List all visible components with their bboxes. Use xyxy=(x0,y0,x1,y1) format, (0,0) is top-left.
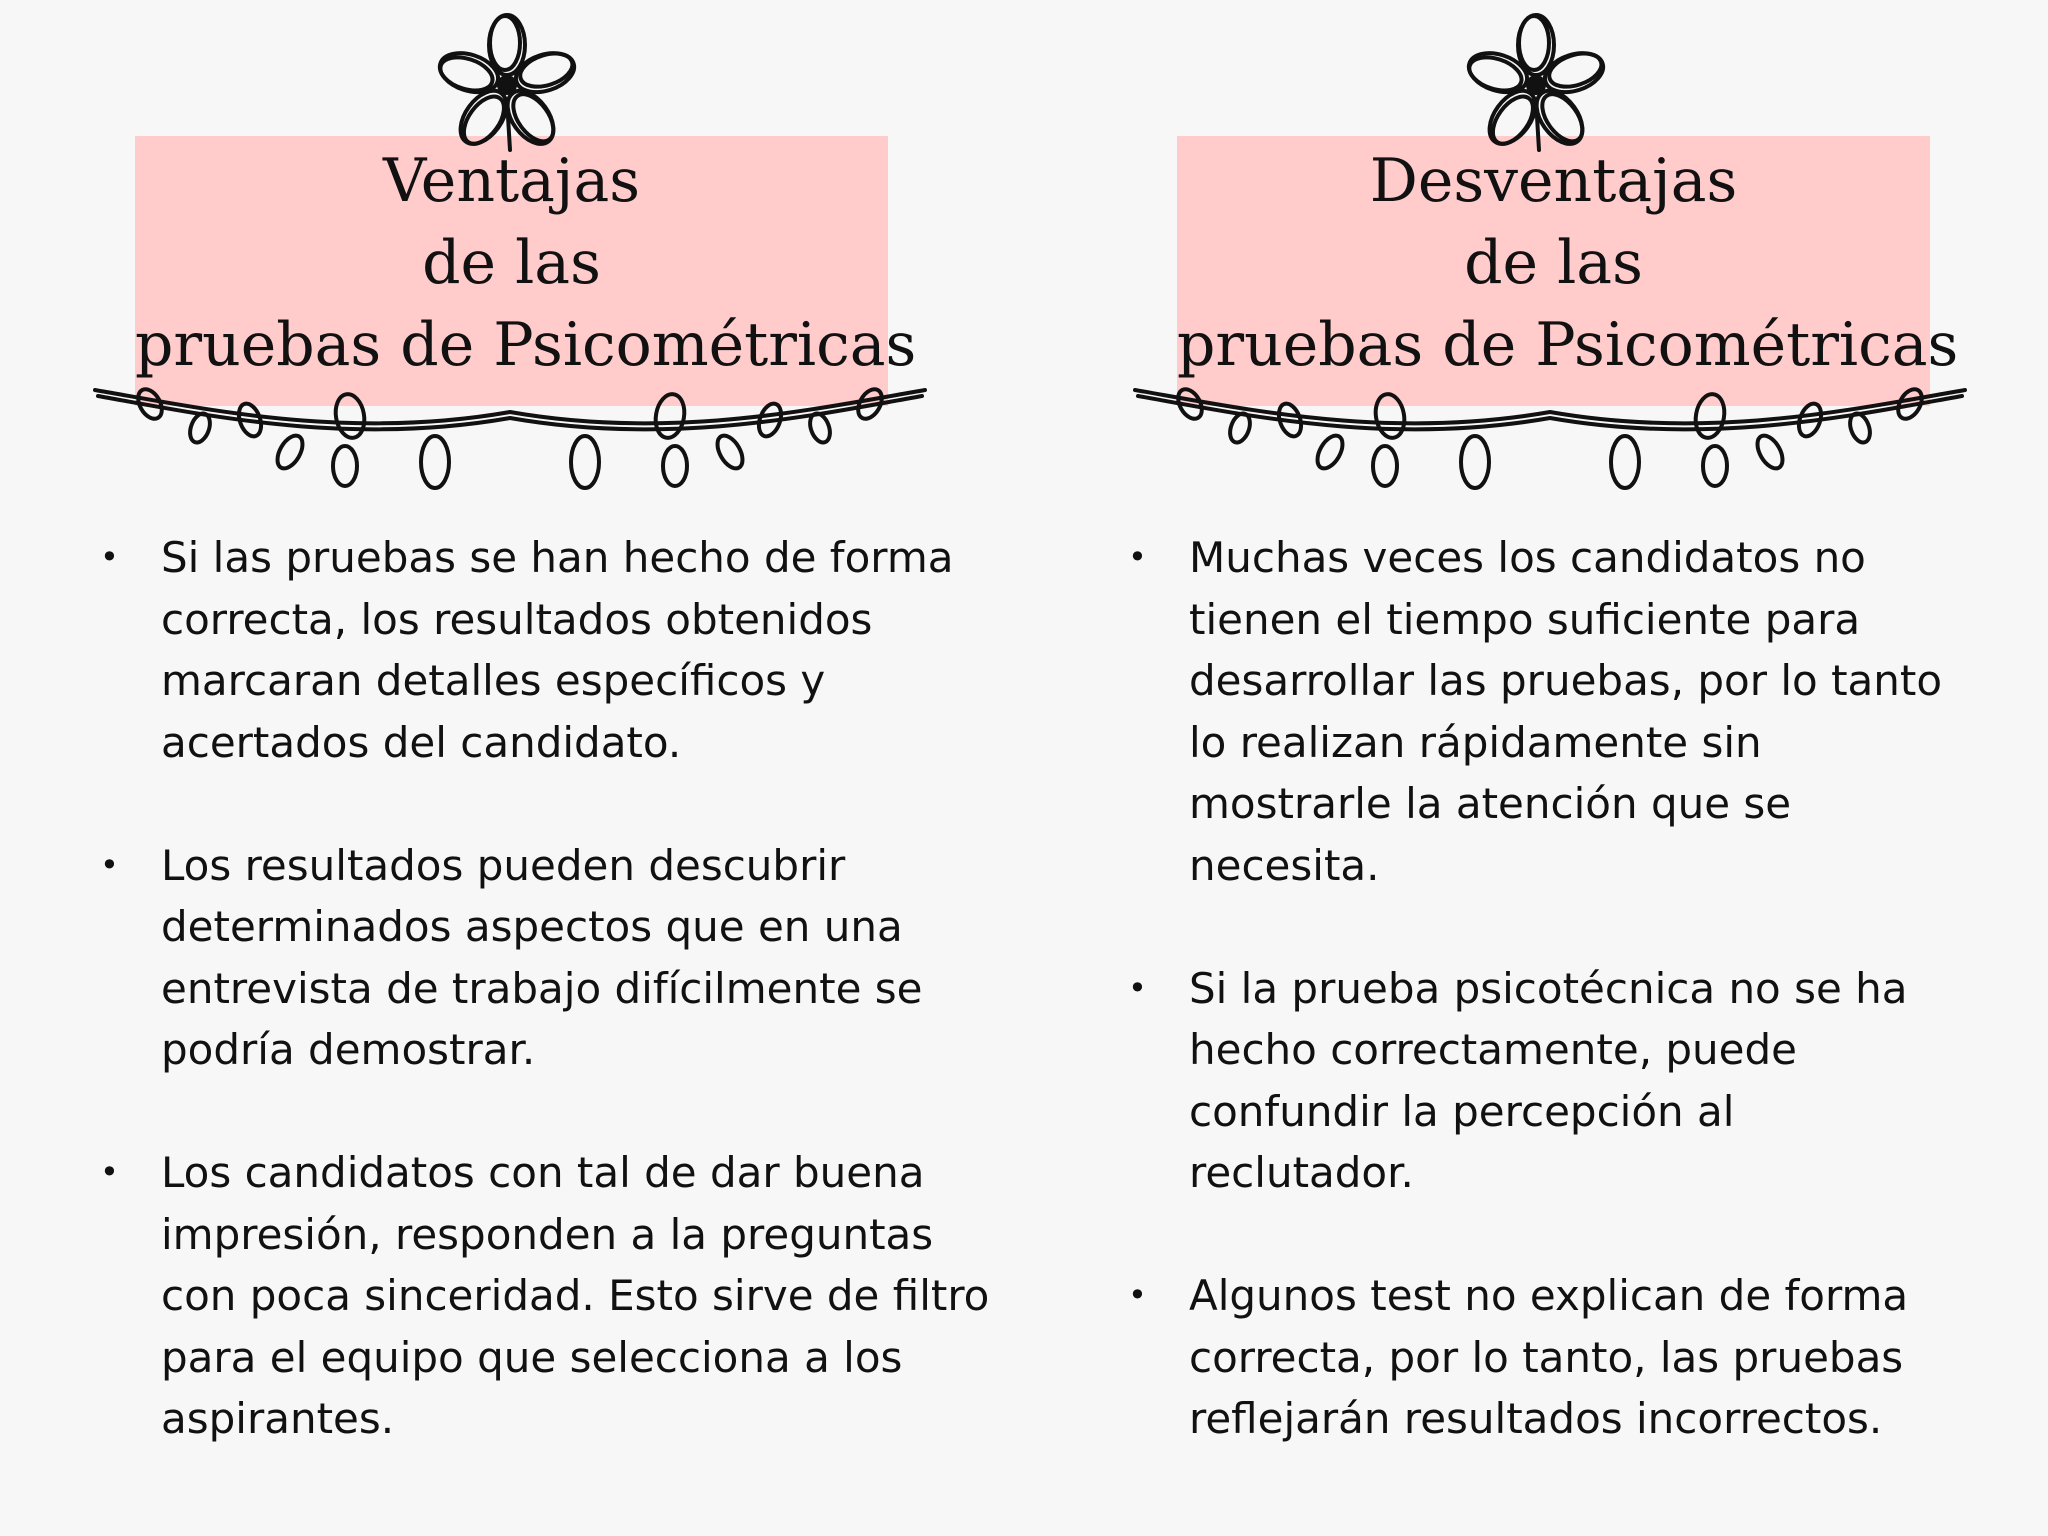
advantages-list xyxy=(100,527,990,1511)
disadvantages-list xyxy=(1128,527,2028,1511)
list-item xyxy=(100,527,980,773)
item-line: mostrarle la atención que se xyxy=(1189,779,1792,828)
bullet-glyph: • xyxy=(1128,968,1147,1007)
item-line: desarrollar las pruebas, por lo tanto xyxy=(1189,656,1943,705)
item-line: correcta, por lo tanto, las pruebas xyxy=(1189,1332,1904,1382)
title-line: Ventajas xyxy=(382,146,641,216)
leaf-garland-icon xyxy=(90,370,930,510)
item-line: con poca sinceridad. Esto sirve de filtro xyxy=(161,1271,990,1320)
item-line: determinados aspectos que en una xyxy=(161,902,903,951)
item-line: Los resultados pueden descubrir xyxy=(161,840,846,890)
item-line: Algunos test no explican de forma xyxy=(1189,1271,1909,1320)
leaf-garland-icon xyxy=(1130,370,1970,510)
title-line: pruebas de Psicométricas xyxy=(135,310,917,380)
list-item xyxy=(1128,1265,2028,1450)
bullet-glyph: • xyxy=(1128,1276,1147,1314)
item-line: impresión, responden a la preguntas xyxy=(161,1209,934,1259)
advantages-column xyxy=(0,0,990,1536)
title-line: de las xyxy=(1464,228,1643,298)
item-line: correcta, los resultados obtenidos xyxy=(161,594,873,644)
item-line: reflejarán resultados incorrectos. xyxy=(1189,1394,1883,1443)
item-line: para el equipo que selecciona a los xyxy=(161,1332,903,1382)
list-item xyxy=(1128,958,2028,1204)
flower-doodle-icon xyxy=(432,5,582,155)
item-line: necesita. xyxy=(1189,840,1380,890)
item-line: Si las pruebas se han hecho de forma xyxy=(161,533,954,582)
bullet-glyph: • xyxy=(100,1153,119,1191)
item-line: entrevista de trabajo difícilmente se xyxy=(161,963,923,1013)
advantages-title xyxy=(135,140,917,386)
bullet-glyph: • xyxy=(100,538,119,576)
bullet-glyph: • xyxy=(1128,538,1147,576)
item-line: tienen el tiempo suficiente para xyxy=(1189,594,1861,644)
list-item xyxy=(1128,527,2028,896)
item-line: hecho correctamente, puede xyxy=(1189,1025,1798,1074)
item-line: lo realizan rápidamente sin xyxy=(1189,717,1762,767)
item-line: aspirantes. xyxy=(161,1394,395,1443)
list-item xyxy=(100,835,980,1081)
item-line: marcaran detalles específicos y xyxy=(161,656,826,705)
item-line: confundir la percepción al xyxy=(1189,1086,1735,1136)
flower-doodle-icon xyxy=(1461,5,1611,155)
item-line: reclutador. xyxy=(1189,1148,1414,1197)
bullet-glyph: • xyxy=(100,845,119,884)
title-line: pruebas de Psicométricas xyxy=(1177,310,1959,380)
disadvantages-title xyxy=(1177,140,1959,386)
item-line: podría demostrar. xyxy=(161,1025,536,1074)
list-item xyxy=(100,1142,990,1450)
disadvantages-column xyxy=(1040,0,1959,1536)
item-line: Muchas veces los candidatos no xyxy=(1189,533,1866,582)
item-line: Si la prueba psicotécnica no se ha xyxy=(1189,963,1908,1013)
title-line: Desventajas xyxy=(1369,146,1738,216)
item-line: Los candidatos con tal de dar buena xyxy=(161,1148,925,1197)
item-line: acertados del candidato. xyxy=(161,717,682,767)
title-line: de las xyxy=(422,228,601,298)
